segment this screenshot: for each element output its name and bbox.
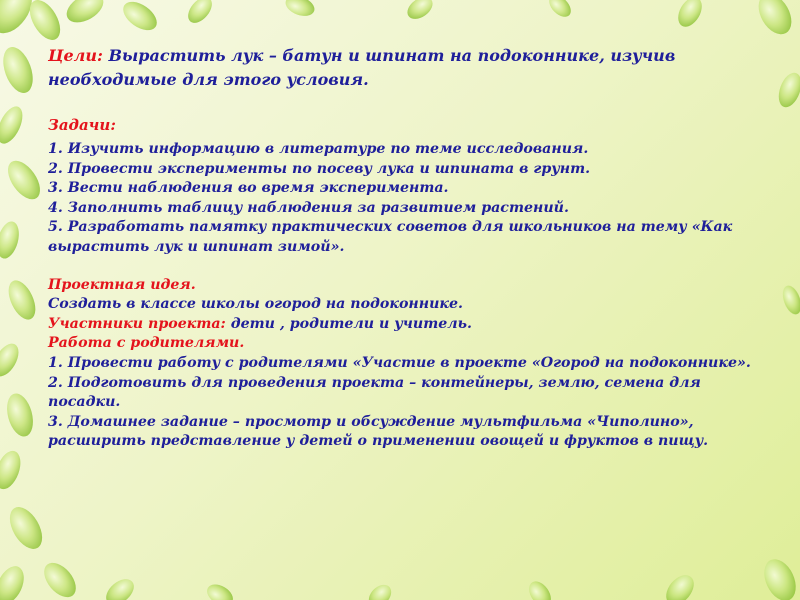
task-item: 5. Разработать памятку практических советов для школьников на тему «Как вырастить лук и шпинат зимой». [48,219,733,255]
goal-label: Цели: [48,46,103,65]
parents-item: 1. Провести работу с родителями «Участие в проекте «Огород на подоконнике». [48,354,751,371]
participants-text: дети , родители и учитель. [225,315,472,332]
task-item: 2. Провести эксперименты по посеву лука и шпината в грунт. [48,160,591,177]
task-item: 3. Вести наблюдения во время эксперимента. [48,180,449,197]
slide-content [48,44,778,452]
project-idea-text: Создать в классе школы огород на подоконнике. [48,296,463,313]
parents-item: 2. Подготовить для проведения проекта – контейнеры, землю, семена для посадки. [48,374,701,411]
project-idea-heading: Проектная идея. [48,276,196,293]
parents-item: 3. Домашнее задание – просмотр и обсуждение мультфильма «Чиполино», расширить представление у детей о применении овощей и фруктов в пищу. [48,413,709,450]
tasks-heading: Задачи: [48,116,116,134]
participants-label: Участники проекта: [48,315,226,332]
task-item: 4. Заполнить таблицу наблюдения за развитием растений. [48,199,569,216]
parents-heading: Работа с родителями. [48,335,245,352]
goal-text: Вырастить лук – батун и шпинат на подоконнике, изучив необходимые для этого условия. [48,46,676,89]
task-item: 1. Изучить информацию в литературе по теме исследования. [48,141,589,157]
goal-block [48,44,778,92]
